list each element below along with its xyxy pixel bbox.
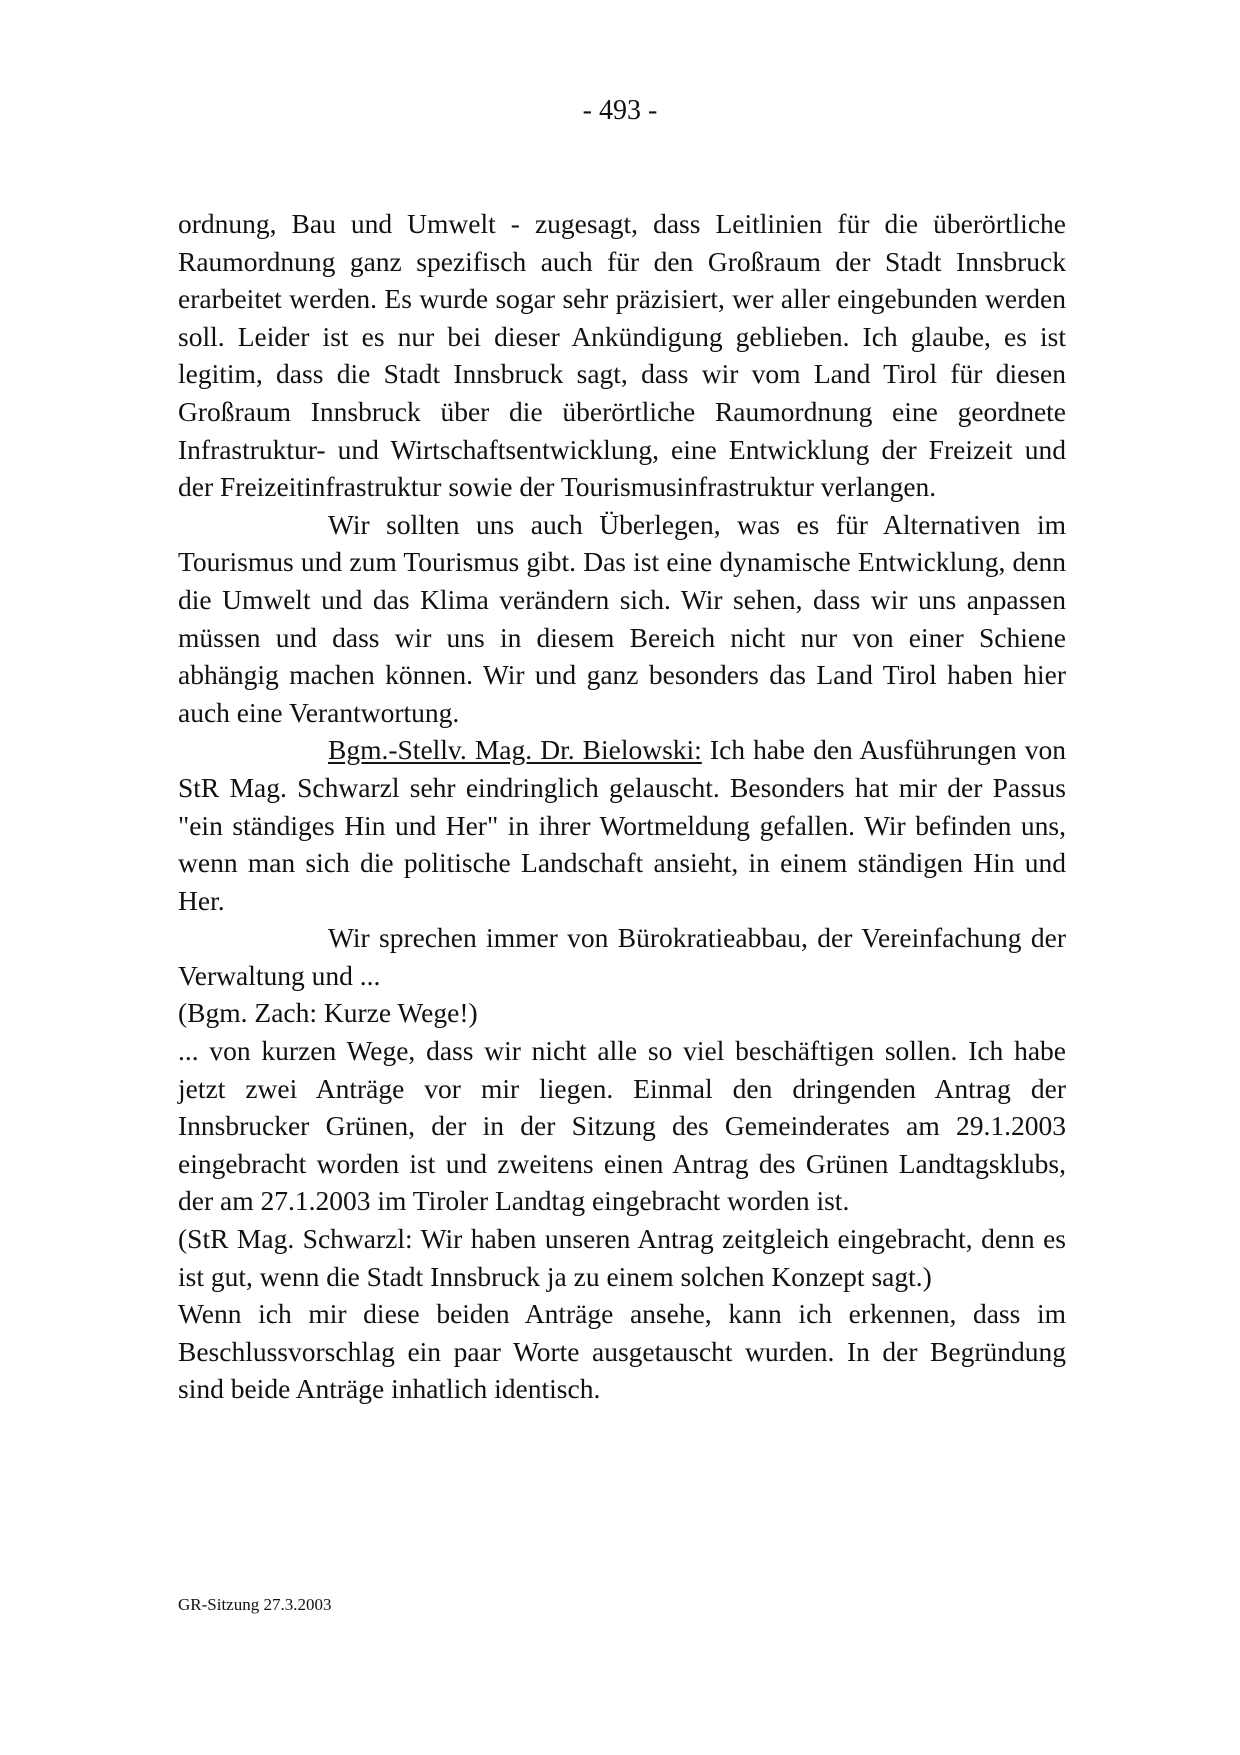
- document-body: [178, 205, 1066, 1408]
- speaker-paragraph: [178, 731, 1066, 919]
- paragraph: Wenn ich mir diese beiden Anträge ansehe, kann ich erkennen, dass im Beschlussvorschlag ein paar Worte ausgetauscht wurden. In der Begründung sind beide Anträge inhatlich identisch.: [178, 1298, 1066, 1405]
- speaker-name: Bgm.-Stellv. Mag. Dr. Bielowski:: [328, 734, 702, 766]
- paragraph: Wir sollten uns auch Überlegen, was es für Alternativen im Tourismus und zum Tourismus gibt. Das ist eine dynamische Entwicklung, denn die Umwelt und das Klima verändern sich. Wir sehen, dass wir uns anpassen müssen und dass wir uns in diesem Bereich nicht nur von einer Schiene abhängig machen können. Wir und ganz besonders das Land Tirol haben hier auch eine Verantwortung.: [178, 508, 1066, 728]
- interjection: (StR Mag. Schwarzl: Wir haben unseren Antrag zeitgleich eingebracht, denn es ist gut, wenn die Stadt Innsbruck ja zu einem solchen Konzept sagt.): [178, 1223, 1066, 1292]
- paragraph: ... von kurzen Wege, dass wir nicht alle so viel beschäftigen sollen. Ich habe jetzt zwei Anträge vor mir liegen. Einmal den dringenden Antrag der Innsbrucker Grünen, der in der Sitzung des Gemeinderates am 29.1.2003 eingebracht worden ist und zweitens einen Antrag des Grünen Landtagsklubs, der am 27.1.2003 im Tiroler Landtag eingebracht worden ist.: [178, 1035, 1066, 1217]
- footer-session-date: GR-Sitzung 27.3.2003: [178, 1595, 332, 1614]
- paragraph: Wir sprechen immer von Bürokratieabbau, der Vereinfachung der Verwaltung und ...: [178, 922, 1066, 991]
- speaker-text: Ich habe den Ausführungen von StR Mag. Schwarzl sehr eindringlich gelauscht. Besonders hat mir der Passus "ein ständiges Hin und Her" in ihrer Wortmeldung gefallen. Wir befinden uns, wenn man sich die politische Landschaft ansieht, in einem ständigen Hin und Her.: [178, 734, 1066, 916]
- paragraph: ordnung, Bau und Umwelt - zugesagt, dass Leitlinien für die überörtliche Raumordnung ganz spezifisch auch für den Großraum der Stadt Innsbruck erarbeitet werden. Es wurde sogar sehr präzisiert, wer aller eingebunden werden soll. Leider ist es nur bei dieser Ankündigung geblieben. Ich glaube, es ist legitim, dass die Stadt Innsbruck sagt, dass wir vom Land Tirol für diesen Großraum Innsbruck über die überörtliche Raumordnung eine geordnete Infrastruktur- und Wirtschaftsentwicklung, eine Entwicklung der Freizeit und der Freizeitinfrastruktur sowie der Tourismusinfrastruktur verlangen.: [178, 208, 1066, 503]
- page-number: - 493 -: [582, 95, 658, 126]
- interjection: (Bgm. Zach: Kurze Wege!): [178, 997, 478, 1029]
